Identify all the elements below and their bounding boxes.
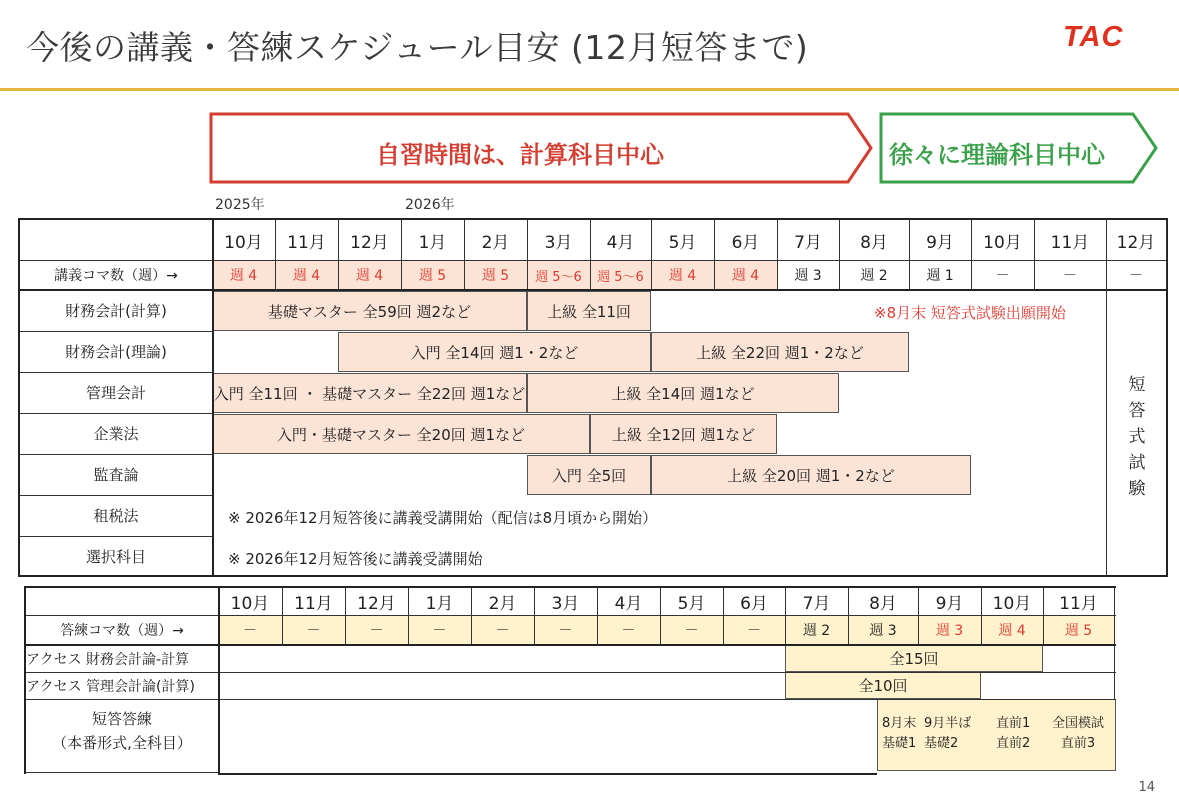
banner-left-text: 自習時間は、計算科目中心 [376, 141, 664, 169]
practice-item: 8月末 基礎1 [882, 716, 917, 751]
practice-month-header: 7月 [802, 594, 831, 614]
practice-month-header: 5月 [677, 594, 706, 614]
grid-line [714, 220, 715, 289]
practice-month-header: 10月 [992, 594, 1032, 614]
grid-line [590, 220, 591, 289]
exam-char: 短 [1128, 375, 1146, 395]
lecture-month-header: 11月 [287, 232, 326, 253]
grid-line [20, 331, 212, 332]
lecture-weekly-count: － [1063, 268, 1077, 284]
row-label-financial-calc: 財務会計(計算) [65, 302, 167, 320]
bar-financial-calc-basic: 基礎マスター 全59回 週2など [212, 291, 527, 331]
grid-line [212, 220, 214, 577]
grid-line [971, 220, 972, 289]
grid-line [26, 772, 218, 773]
practice-month-header: 8月 [869, 594, 897, 614]
lecture-month-header: 2月 [481, 232, 510, 253]
practice-month-header: 6月 [740, 594, 768, 614]
grid-line [218, 699, 1116, 700]
short-answer-practice-block [877, 699, 1116, 771]
practice-weekly-count: － [408, 616, 471, 644]
row-label-management-accounting: 管理会計 [85, 384, 146, 402]
practice-month-header: 4月 [614, 594, 643, 614]
grid-line [723, 588, 724, 644]
lecture-weekly-count: － [995, 268, 1010, 284]
lecture-month-header: 10月 [224, 232, 263, 253]
grid-line [918, 588, 919, 644]
lecture-month-header: 6月 [731, 232, 760, 253]
practice-weekly-count: － [660, 616, 723, 644]
lecture-month-header: 5月 [668, 232, 697, 253]
lecture-month-header: 7月 [794, 232, 822, 253]
lecture-month-header: 12月 [1116, 232, 1156, 253]
grid-line [1106, 220, 1107, 289]
grid-line [1034, 220, 1035, 289]
grid-line [777, 220, 778, 289]
grid-line [20, 260, 1166, 261]
row-label-auditing: 監査論 [93, 466, 139, 484]
grid-line [345, 588, 346, 644]
practice-weekly-count: 週 2 [785, 616, 848, 644]
grid-line [839, 220, 840, 289]
lecture-weekly-count: 週 3 [794, 268, 822, 284]
page-title: 今後の講義・答練スケジュール目安 (12月短答まで) [26, 28, 809, 67]
grid-line [785, 588, 786, 644]
practice-month-header: 9月 [935, 594, 964, 614]
grid-line [275, 220, 276, 289]
year-2026: 2026年 [405, 197, 455, 213]
bar-management-intro-basic: 入門 全11回 ・ 基礎マスター 全22回 週1など [212, 373, 527, 413]
elective-note: ※ 2026年12月短答後に講義受講開始 [228, 550, 483, 568]
lecture-weekly-count: 週 1 [926, 268, 954, 284]
practice-weekly-count: － [534, 616, 597, 644]
practice-month-header: 11月 [294, 594, 333, 614]
row-label-access-management: アクセス 管理会計論(計算) [26, 678, 195, 695]
bar-access-financial: 全15回 [785, 645, 1043, 672]
practice-item: 9月半ば 基礎2 [924, 716, 972, 751]
lecture-weekly-count: 週 4 [338, 261, 401, 289]
lecture-weekly-count: 週 4 [212, 261, 275, 289]
exam-char: 験 [1128, 479, 1146, 499]
tax-law-note: ※ 2026年12月短答後に講義受講開始（配信は8月頃から開始） [228, 509, 658, 527]
bar-corporate-law-advanced: 上級 全12回 週1など [590, 414, 777, 454]
practice-month-header: 11月 [1059, 594, 1098, 614]
practice-weekly-count: 週 3 [918, 616, 981, 644]
lecture-weekly-count: 週 5 [401, 261, 464, 289]
lecture-weekly-count: 週 5 [464, 261, 527, 289]
grid-line [401, 220, 402, 289]
grid-line [20, 495, 212, 496]
bar-access-management: 全10回 [785, 672, 981, 699]
grid-line [1166, 220, 1167, 289]
row-label-corporate-law: 企業法 [93, 425, 139, 443]
practice-weekly-count: 週 3 [848, 616, 918, 644]
exam-char: 式 [1128, 427, 1146, 447]
lecture-weekly-count: 週 4 [275, 261, 338, 289]
practice-weekly-count: － [471, 616, 534, 644]
grid-line [651, 220, 652, 289]
practice-item: 全国模試 直前3 [1052, 716, 1105, 751]
grid-line [1114, 588, 1115, 644]
grid-line [282, 588, 283, 644]
practice-weekly-count: － [282, 616, 345, 644]
grid-line [26, 615, 1116, 616]
grid-line [218, 773, 877, 775]
exam-char: 答 [1128, 401, 1146, 421]
grid-line [218, 672, 1116, 673]
grid-line [981, 588, 982, 644]
grid-line [20, 454, 212, 455]
bar-corporate-law-intro: 入門・基礎マスター 全20回 週1など [212, 414, 590, 454]
row-label-financial-theory: 財務会計(理論) [65, 343, 167, 361]
grid-line [20, 413, 212, 414]
lecture-month-header: 1月 [418, 232, 447, 253]
practice-weekly-count: 週 5 [1043, 616, 1114, 644]
grid-line [471, 588, 472, 644]
grid-line [527, 220, 528, 289]
bar-financial-calc-advanced: 上級 全11回 [527, 291, 651, 331]
lecture-weekly-count: 週 5～6 [527, 261, 590, 289]
grid-line [848, 588, 849, 644]
practice-month-header: 12月 [357, 594, 396, 614]
grid-line [20, 372, 212, 373]
exam-vertical-label [1108, 372, 1166, 502]
grid-line [26, 699, 218, 700]
grid-line [1106, 289, 1107, 577]
grid-line [26, 672, 218, 673]
grid-line [20, 289, 1166, 291]
row-label-short-answer-sub: （本番形式,全科目） [52, 733, 192, 752]
grid-line [408, 588, 409, 644]
lecture-month-header: 11月 [1050, 232, 1090, 253]
lecture-weekly-count: 週 4 [714, 261, 777, 289]
practice-weekly-count: 週 4 [981, 616, 1043, 644]
row-label-tax-law: 租税法 [93, 507, 139, 525]
banner-right-text: 徐々に理論科目中心 [889, 141, 1105, 169]
tac-logo: TAC [1063, 21, 1124, 53]
header-divider [0, 88, 1179, 91]
grid-line [20, 536, 212, 537]
practice-month-header: 1月 [425, 594, 454, 614]
row-label-access-financial: アクセス 財務会計論-計算 [26, 651, 190, 668]
practice-month-header: 10月 [230, 594, 270, 614]
practice-weekly-count: － [218, 616, 282, 644]
grid-line [1043, 588, 1044, 644]
lecture-month-header: 10月 [983, 232, 1022, 253]
lecture-weekly-label: 講義コマ数（週）→ [54, 267, 178, 284]
grid-line [338, 220, 339, 289]
practice-weekly-label: 答練コマ数（週）→ [60, 622, 184, 639]
grid-line [464, 220, 465, 289]
grid-line [1114, 644, 1115, 699]
row-label-elective: 選択科目 [85, 547, 146, 566]
lecture-weekly-count: 週 2 [860, 268, 888, 284]
lecture-month-header: 4月 [606, 232, 635, 253]
practice-weekly-count: － [597, 616, 660, 644]
bar-financial-theory-advanced: 上級 全22回 週1・2など [651, 332, 909, 372]
year-2025: 2025年 [215, 197, 265, 213]
grid-line [909, 220, 910, 289]
lecture-month-header: 3月 [544, 232, 573, 253]
grid-line [660, 588, 661, 644]
grid-line [534, 588, 535, 644]
bar-auditing-advanced: 上級 全20回 週1・2など [651, 455, 971, 495]
grid-line [26, 644, 1116, 646]
row-label-short-answer: 短答答練 [91, 709, 152, 728]
application-start-note: ※8月末 短答式試験出願開始 [874, 304, 1066, 322]
practice-weekly-count: － [723, 616, 785, 644]
lecture-month-header: 12月 [350, 232, 389, 253]
practice-month-header: 2月 [488, 594, 517, 614]
bar-auditing-intro: 入門 全5回 [527, 455, 651, 495]
practice-month-header: 3月 [551, 594, 580, 614]
lecture-weekly-count: 週 5～6 [590, 261, 651, 289]
practice-item: 直前1 直前2 [996, 716, 1031, 751]
bar-financial-theory-intro: 入門 全14回 週1・2など [338, 332, 651, 372]
lecture-month-header: 9月 [926, 232, 954, 253]
grid-line [218, 588, 220, 774]
lecture-weekly-count: 週 4 [651, 261, 714, 289]
lecture-weekly-count: － [1129, 268, 1143, 284]
exam-char: 試 [1128, 453, 1146, 473]
grid-line [597, 588, 598, 644]
bar-management-advanced: 上級 全14回 週1など [527, 373, 839, 413]
page-number: 14 [1138, 780, 1155, 795]
lecture-month-header: 8月 [860, 232, 888, 253]
practice-weekly-count: － [345, 616, 408, 644]
